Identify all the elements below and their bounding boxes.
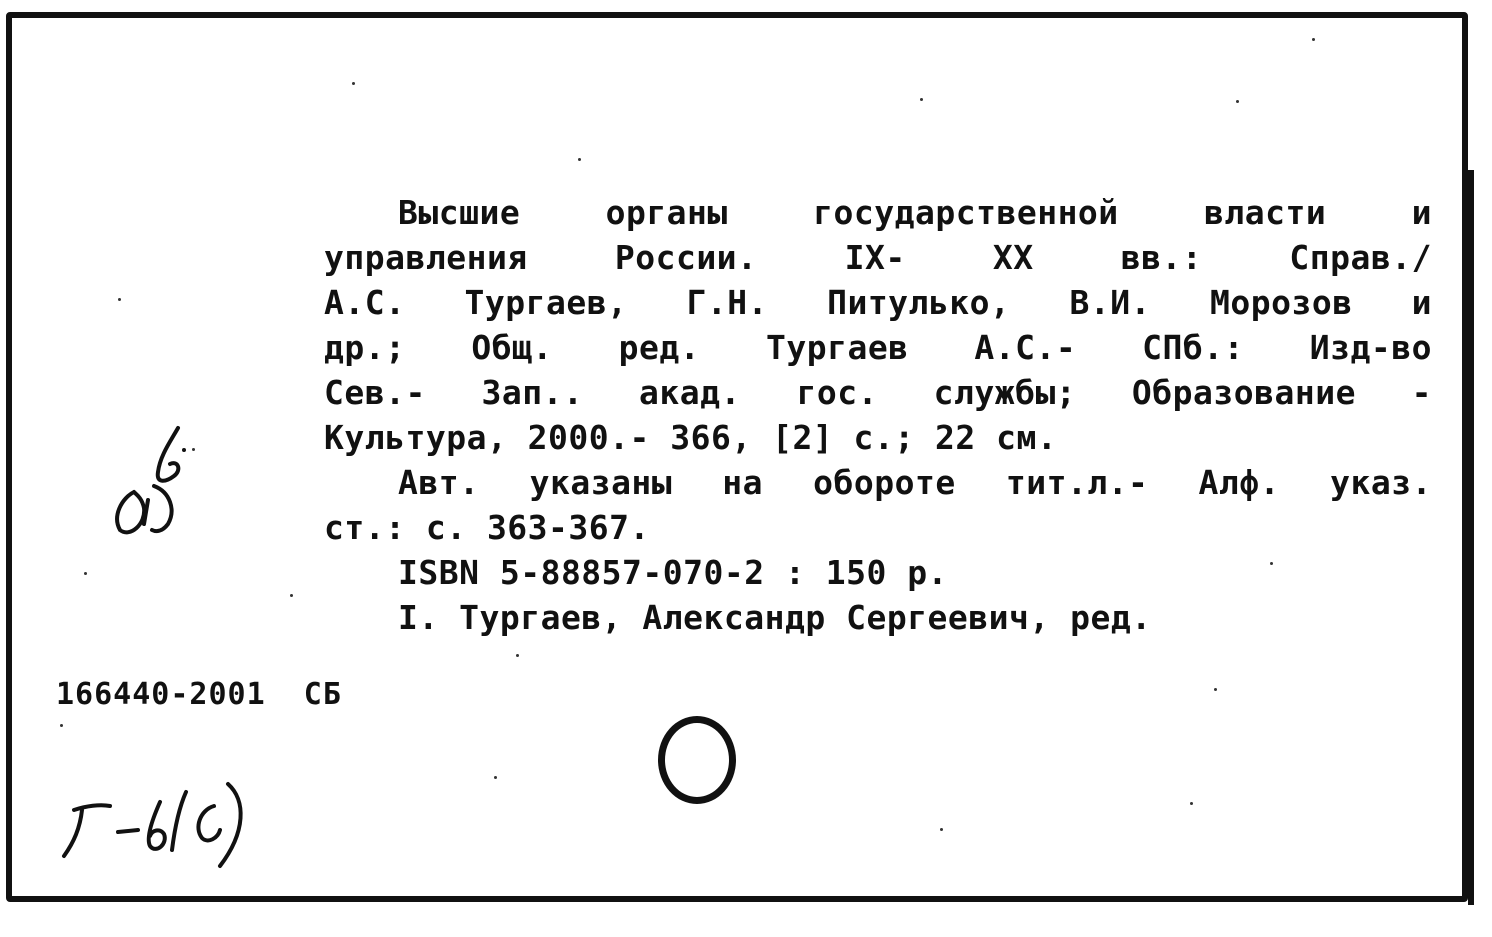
entry-line-1: Высшие органы государственной власти и xyxy=(398,193,1432,232)
handwritten-mark-left xyxy=(100,420,210,540)
entry-line-4: др.; Общ. ред. Тургаев А.С.- СПб.: Изд-во xyxy=(324,328,1432,367)
isbn-line: ISBN 5-88857-070-2 : 150 р. xyxy=(398,553,948,592)
card-punch-hole xyxy=(658,716,736,804)
speck xyxy=(1270,562,1273,565)
note-line-1: Авт. указаны на обороте тит.л.- Алф. указ. xyxy=(398,463,1432,502)
speck xyxy=(352,82,355,85)
speck xyxy=(578,158,581,161)
speck xyxy=(1312,38,1315,41)
card-edge xyxy=(1468,170,1474,905)
speck xyxy=(290,594,293,597)
speck xyxy=(516,654,519,657)
entry-line-5: Сев.- Зап.. акад. гос. службы; Образование - xyxy=(324,373,1432,412)
speck xyxy=(60,724,63,727)
entry-line-2: управления России. IX- XX вв.: Справ./ xyxy=(324,238,1432,277)
entry-line-3: А.С. Тургаев, Г.Н. Питулько, В.И. Морозов и xyxy=(324,283,1432,322)
speck xyxy=(494,776,497,779)
speck xyxy=(920,98,923,101)
speck xyxy=(118,298,121,301)
note-line-2: ст.: с. 363-367. xyxy=(324,508,650,547)
handwritten-shelfmark xyxy=(56,780,266,880)
speck xyxy=(84,572,87,575)
speck xyxy=(1236,100,1239,103)
speck xyxy=(940,828,943,831)
entry-line-6: Культура, 2000.- 366, [2] с.; 22 см. xyxy=(324,418,1058,457)
speck xyxy=(1190,802,1193,805)
speck xyxy=(1214,688,1217,691)
tracing-line: I. Тургаев, Александр Сергеевич, ред. xyxy=(398,598,1152,637)
inventory-number: 166440-2001 СБ xyxy=(56,677,342,712)
speck xyxy=(192,448,195,451)
bibliographic-entry xyxy=(324,190,1432,640)
